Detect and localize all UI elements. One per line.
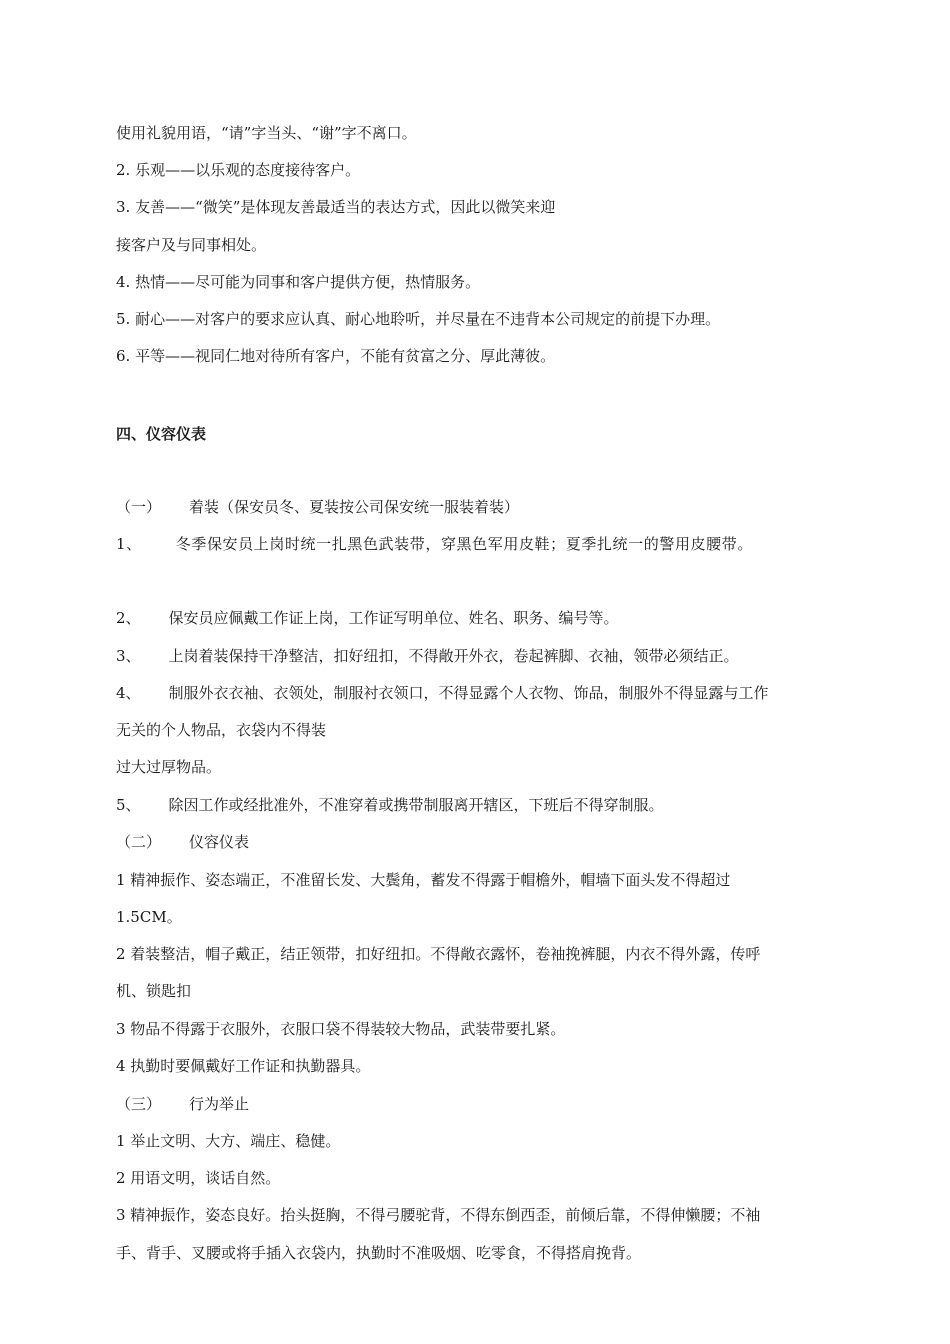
list-item: 3. 友善——“微笑”是体现友善最适当的表达方式，因此以微笑来迎 [116,198,556,216]
item-text: 冬季保安员上岗时统一扎黑色武装带，穿黑色军用皮鞋；夏季扎统一的警用皮腰带。 [175,535,753,553]
list-item: 4 执勤时要佩戴好工作证和执勤器具。 [116,1057,371,1075]
list-item: 1 精神振作、姿态端正，不准留长发、大鬓角，蓄发不得露于帽檐外，帽墙下面头发不得超过 [116,871,731,889]
list-item [116,608,840,628]
item-number: 2、 [116,609,141,627]
list-item: 1 举止文明、大方、端庄、稳健。 [116,1132,341,1150]
paragraph: 使用礼貌用语，“请”字当头、“谢”字不离口。 [116,124,417,142]
item-text: 上岗着装保持干净整洁，扣好纽扣，不得敞开外衣，卷起裤脚、衣袖，领带必须结正。 [168,647,739,665]
item-number: 4、 [116,684,141,702]
paragraph: 无关的个人物品，衣袋内不得装 [116,721,327,739]
subsection-heading [116,832,840,852]
item-number: 3、 [116,647,141,665]
subsection-heading [116,1094,840,1114]
item-text: 保安员应佩戴工作证上岗，工作证写明单位、姓名、职务、编号等。 [168,609,619,627]
item-text: 制服外衣衣袖、衣领处，制服衬衣领口，不得显露个人衣物、饰品，制服外不得显露与工作 [168,684,769,702]
list-item [116,795,840,815]
list-item: 6. 平等——视同仁地对待所有客户，不能有贫富之分、厚此薄彼。 [116,347,556,365]
paragraph: 1.5CM。 [116,908,182,926]
paragraph: 机、锁匙扣 [116,982,192,1000]
subsection-label: （一） [116,498,162,516]
item-number: 5、 [116,796,141,814]
subsection-heading [116,497,840,517]
list-item: 2 着装整洁，帽子戴正，结正领带，扣好纽扣。不得敞衣露怀，卷袖挽裤腿，内衣不得外露，传呼 [116,945,761,963]
list-item [116,646,840,666]
list-item: 3 物品不得露于衣服外，衣服口袋不得装较大物品，武装带要扎紧。 [116,1020,566,1038]
list-item: 2 用语文明，谈话自然。 [116,1169,281,1187]
paragraph: 接客户及与同事相处。 [116,236,267,254]
subsection-title: 仪容仪表 [189,833,250,851]
item-text: 除因工作或经批准外，不准穿着或携带制服离开辖区，下班后不得穿制服。 [168,796,664,814]
subsection-label: （二） [116,833,162,851]
list-item: 2. 乐观——以乐观的态度接待客户。 [116,161,361,179]
list-item [116,534,840,554]
paragraph: 手、背手、叉腰或将手插入衣袋内，执勤时不准吸烟、吃零食，不得搭肩挽背。 [116,1244,642,1262]
section-heading: 四、仪容仪表 [116,425,207,443]
list-item: 4. 热情——尽可能为同事和客户提供方便，热情服务。 [116,273,481,291]
subsection-title: 着装（保安员冬、夏装按公司保安统一服装着装） [189,498,520,516]
subsection-title: 行为举止 [189,1095,250,1113]
item-number: 1、 [116,535,142,553]
subsection-label: （三） [116,1095,162,1113]
list-item: 3 精神振作，姿态良好。抬头挺胸，不得弓腰驼背，不得东倒西歪，前倾后靠，不得伸懒腰；不袖 [116,1206,761,1224]
list-item [116,683,840,703]
paragraph: 过大过厚物品。 [116,758,222,776]
list-item: 5. 耐心——对客户的要求应认真、耐心地聆听，并尽量在不违背本公司规定的前提下办理。 [116,310,721,328]
